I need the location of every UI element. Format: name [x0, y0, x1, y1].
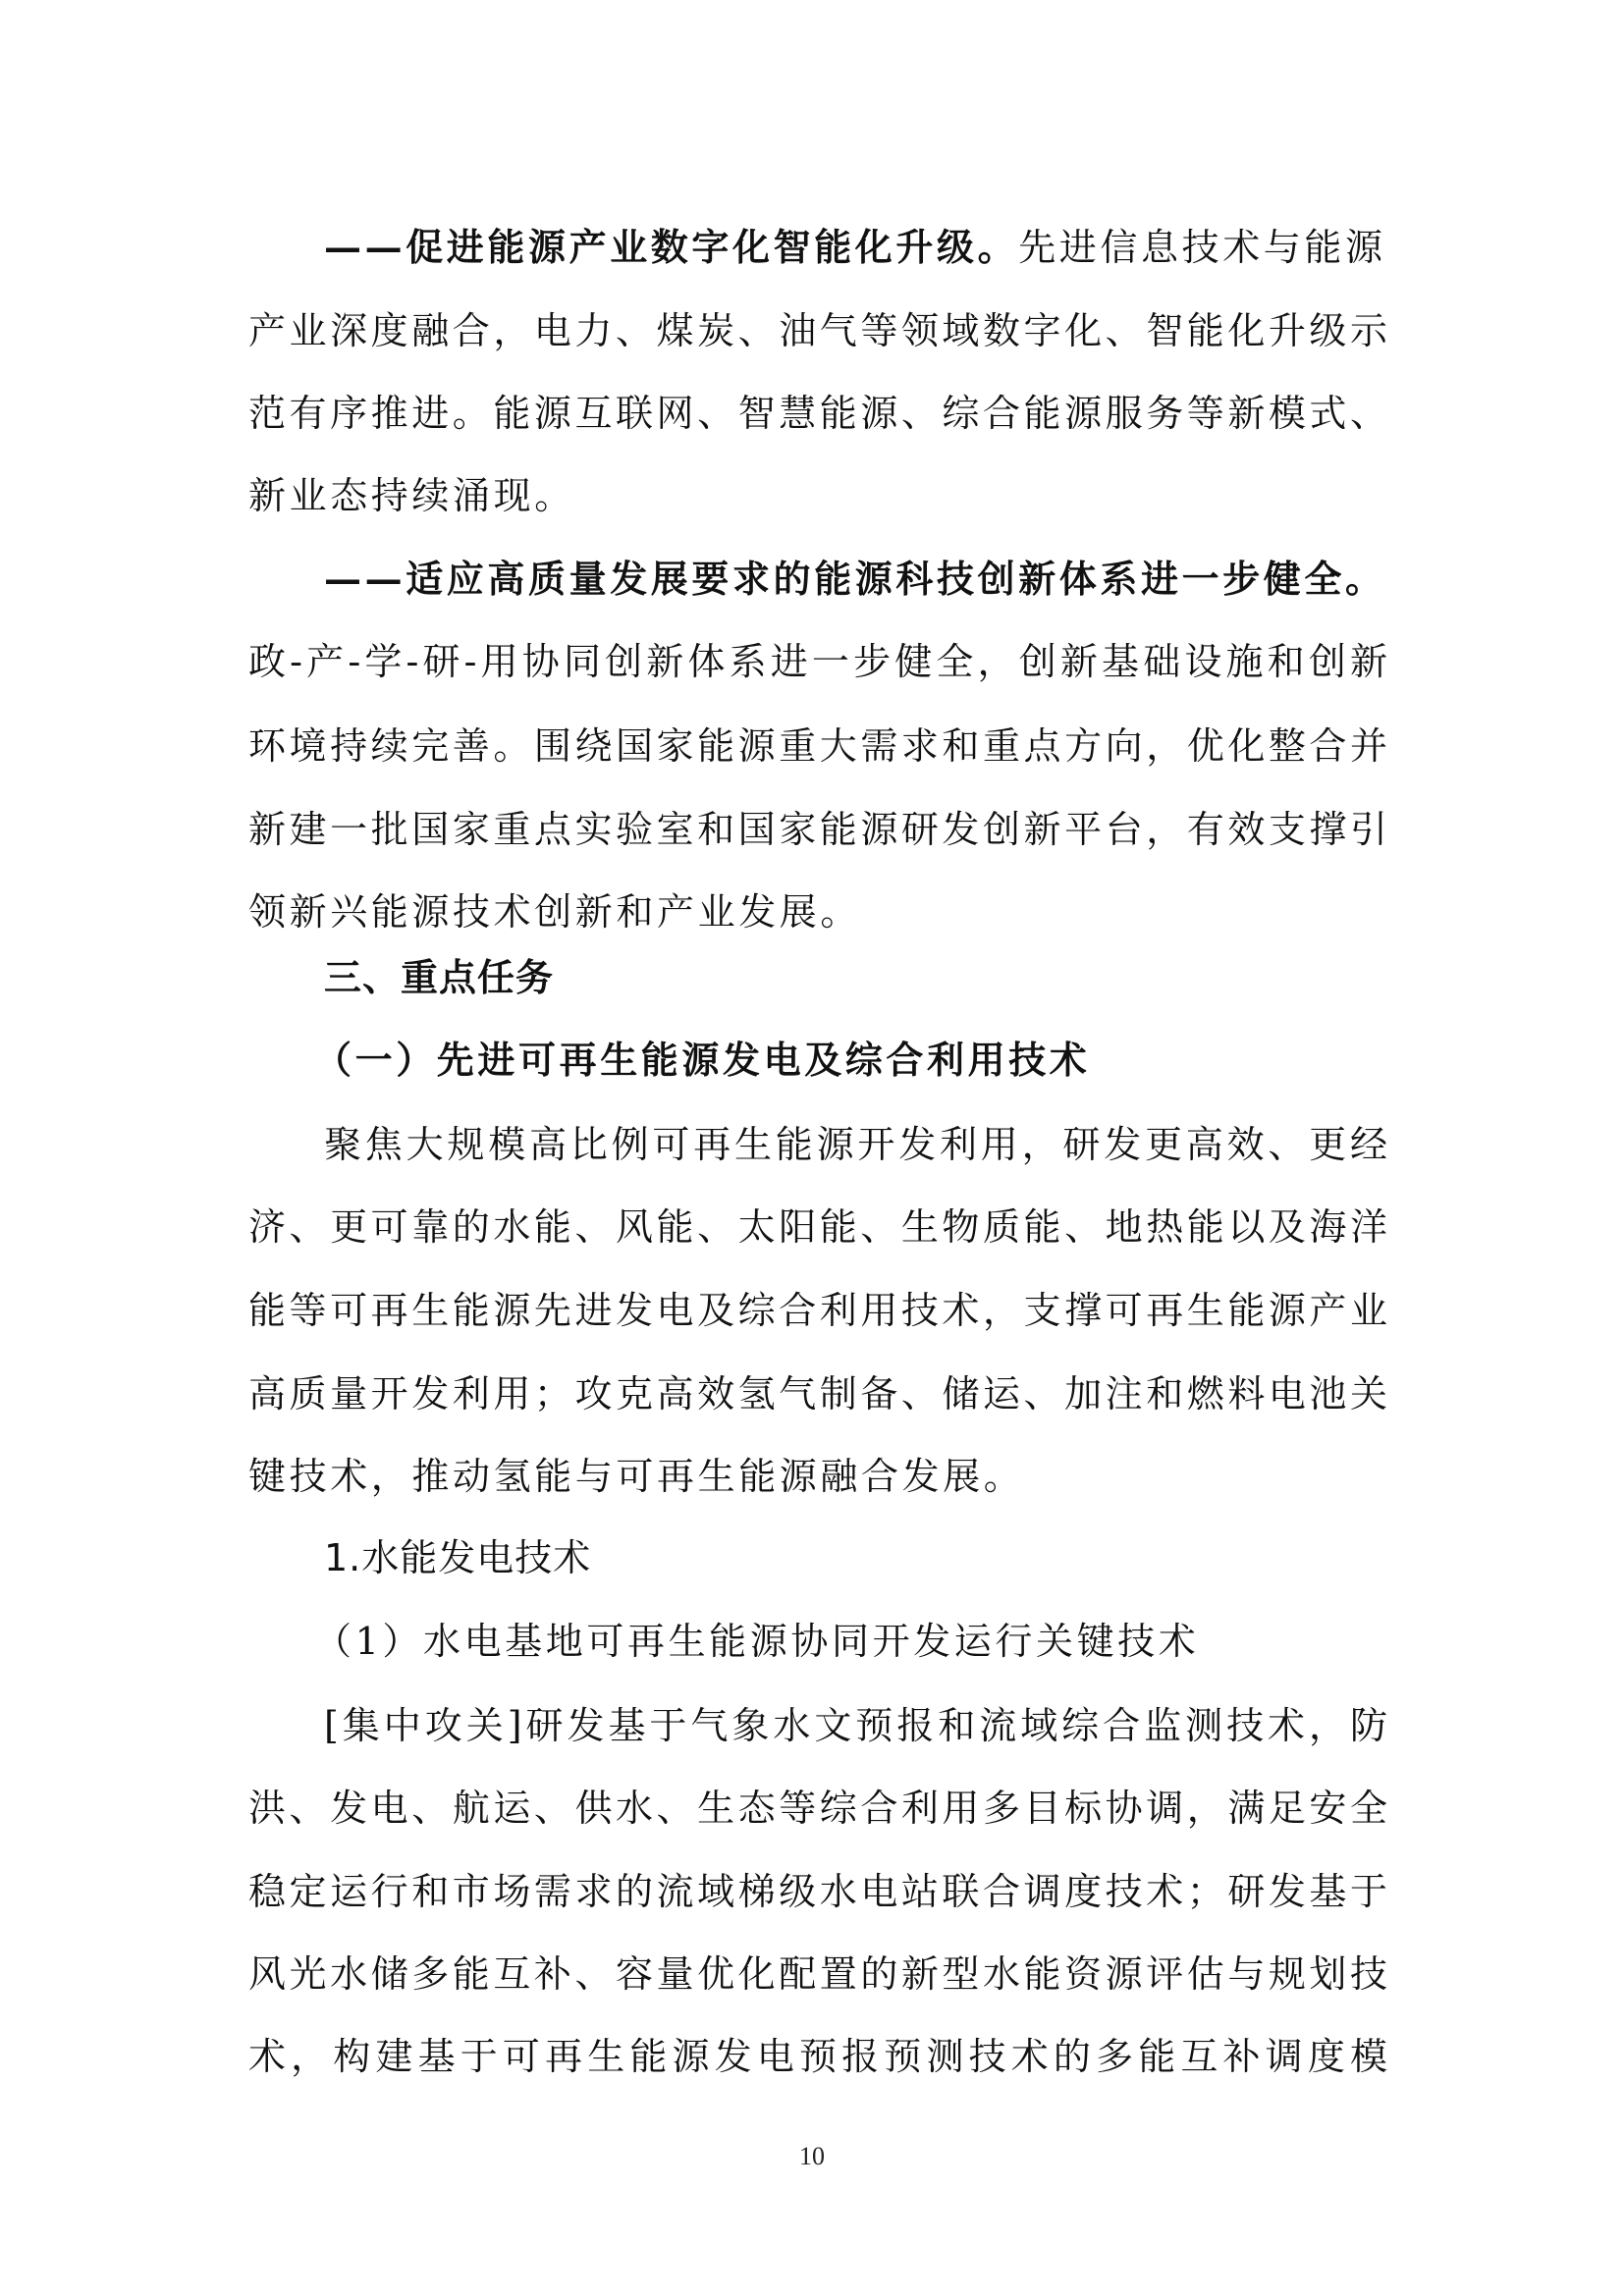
section-heading-level4: （1）水电基地可再生能源协同开发运行关键技术 — [314, 1620, 1200, 1663]
paragraph-line: 领新兴能源技术创新和产业发展。 — [248, 890, 862, 934]
paragraph-line: 稳定运行和市场需求的流域梯级水电站联合调度技术；研发基于 — [248, 1870, 1387, 1913]
paragraph-line: 术，构建基于可再生能源发电预报预测技术的多能互补调度模 — [248, 2035, 1387, 2078]
paragraph-line: 高质量开发利用；攻克高效氢气制备、储运、加注和燃料电池关 — [248, 1372, 1387, 1415]
bullet-lead-digital: ——促进能源产业数字化智能化升级。 — [324, 225, 1019, 269]
paragraph-text: 先进信息技术与能源 — [1018, 226, 1386, 269]
paragraph-line: 风光水储多能互补、容量优化配置的新型水能资源评估与规划技 — [248, 1952, 1387, 1996]
paragraph-line: 政-产-学-研-用协同创新体系进一步健全，创新基础设施和创新 — [248, 640, 1387, 683]
paragraph-line: 新建一批国家重点实验室和国家能源研发创新平台，有效支撑引 — [248, 808, 1387, 851]
section-heading-level2: （一）先进可再生能源发电及综合利用技术 — [314, 1038, 1091, 1082]
page-number: 10 — [799, 2142, 825, 2170]
paragraph-line: 济、更可靠的水能、风能、太阳能、生物质能、地热能以及海洋 — [248, 1205, 1387, 1249]
paragraph-line — [324, 555, 1387, 604]
bullet-lead-innovation: ——适应高质量发展要求的能源科技创新体系进一步健全。 — [324, 557, 1386, 601]
paragraph-line: 新业态持续涌现。 — [248, 474, 575, 517]
paragraph-line — [324, 1701, 1387, 1750]
paragraph-line — [324, 223, 1387, 272]
paragraph-line: 范有序推进。能源互联网、智慧能源、综合能源服务等新模式、 — [248, 392, 1387, 435]
section-heading-level3: 1.水能发电技术 — [324, 1536, 592, 1579]
paragraph-line: 键技术，推动氢能与可再生能源融合发展。 — [248, 1455, 1025, 1498]
paragraph-line: 聚焦大规模高比例可再生能源开发利用，研发更高效、更经 — [324, 1123, 1387, 1166]
section-heading-level1: 三、重点任务 — [324, 956, 555, 999]
paragraph-text: 研发基于气象水文预报和流域综合监测技术，防 — [521, 1704, 1387, 1747]
task-tag: [集中攻关] — [324, 1704, 522, 1747]
paragraph-line: 环境持续完善。围绕国家能源重大需求和重点方向，优化整合并 — [248, 724, 1387, 768]
paragraph-line: 能等可再生能源先进发电及综合利用技术，支撑可再生能源产业 — [248, 1289, 1387, 1332]
paragraph-line: 产业深度融合，电力、煤炭、油气等领域数字化、智能化升级示 — [248, 309, 1387, 352]
paragraph-line: 洪、发电、航运、供水、生态等综合利用多目标协调，满足安全 — [248, 1787, 1387, 1830]
